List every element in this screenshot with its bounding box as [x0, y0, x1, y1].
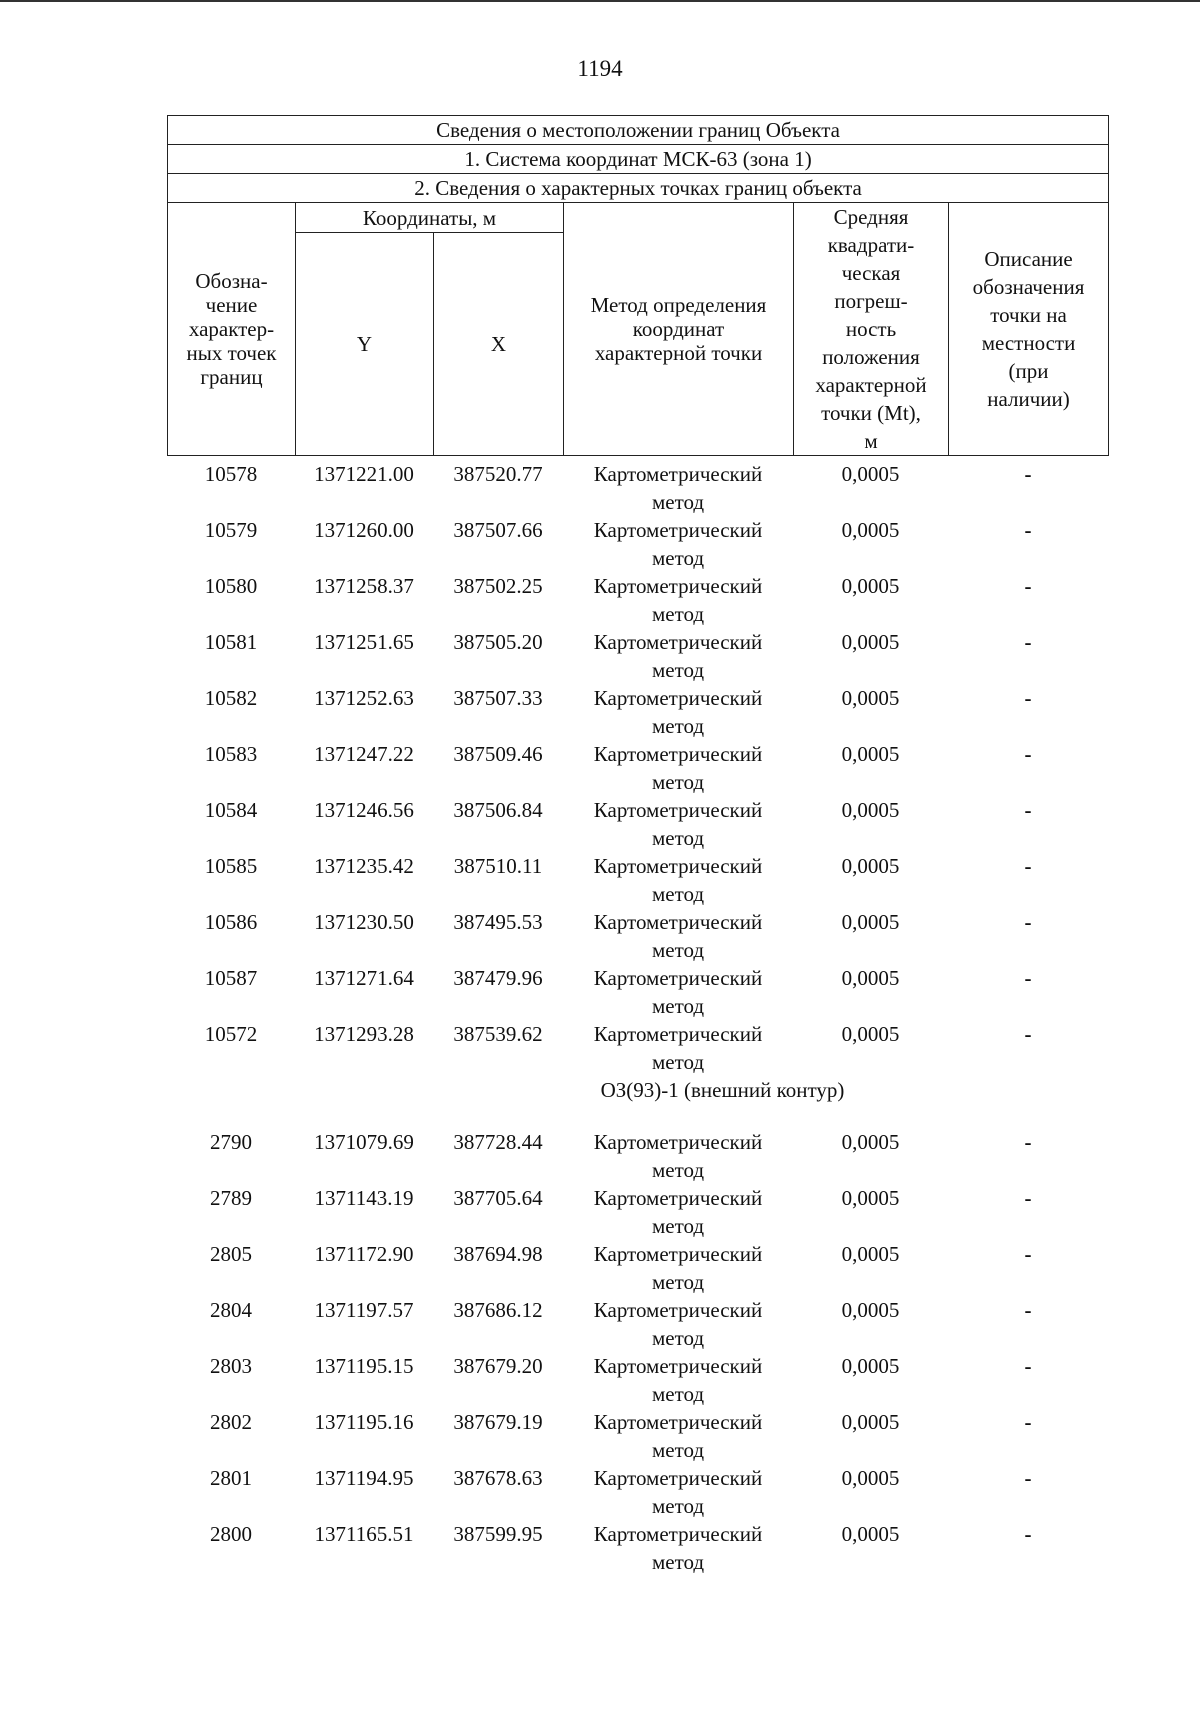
cell-error: 0,0005 [841, 854, 900, 878]
column-header-coordinates: Координаты, м [296, 203, 564, 233]
cell-description: - [1024, 1466, 1032, 1490]
cell-coord-x: 387505.20 [453, 630, 543, 654]
cell-coord-x: 387520.77 [453, 462, 543, 486]
cell-method: Картометрический метод [593, 518, 763, 570]
column-header-error: Средняя квадрати- ческая погреш- ность положения характерной точки (Mt), м [794, 203, 949, 456]
cell-description: - [1024, 686, 1032, 710]
cell-coord-x: 387495.53 [453, 910, 543, 934]
cell-coord-x: 387599.95 [453, 1522, 543, 1546]
cell-point-id: 10582 [204, 686, 258, 710]
cell-point-id: 10586 [204, 910, 258, 934]
cell-point-id: 2801 [210, 1466, 252, 1490]
cell-error: 0,0005 [841, 686, 900, 710]
cell-error: 0,0005 [841, 1186, 900, 1210]
cell-coord-y: 1371143.19 [314, 1186, 414, 1210]
cell-point-id: 2789 [210, 1186, 252, 1210]
cell-coord-x: 387686.12 [453, 1298, 543, 1322]
cell-error: 0,0005 [841, 1130, 900, 1154]
table-row [167, 572, 1108, 628]
column-header-y: Y [296, 233, 434, 456]
cell-method: Картометрический метод [593, 742, 763, 794]
cell-coord-y: 1371260.00 [314, 518, 414, 542]
points-group-main [167, 460, 1108, 1076]
cell-coord-y: 1371172.90 [314, 1242, 414, 1266]
cell-coord-y: 1371195.15 [314, 1354, 414, 1378]
column-header-description: Описание обозначения точки на местности (при наличии) [949, 203, 1109, 456]
cell-coord-y: 1371247.22 [314, 742, 414, 766]
cell-description: - [1024, 518, 1032, 542]
cell-description: - [1024, 798, 1032, 822]
cell-method: Картометрический метод [593, 966, 763, 1018]
cell-method: Картометрический метод [593, 798, 763, 850]
cell-coord-y: 1371165.51 [314, 1522, 414, 1546]
cell-coord-x: 387479.96 [453, 966, 543, 990]
cell-point-id: 10587 [204, 966, 258, 990]
cell-description: - [1024, 854, 1032, 878]
cell-error: 0,0005 [841, 518, 900, 542]
cell-point-id: 10578 [204, 462, 258, 486]
cell-method: Картометрический метод [593, 1130, 763, 1182]
table-row [167, 684, 1108, 740]
cell-coord-y: 1371221.00 [314, 462, 414, 486]
table-row [167, 908, 1108, 964]
cell-description: - [1024, 462, 1032, 486]
cell-error: 0,0005 [841, 1410, 900, 1434]
cell-method: Картометрический метод [593, 574, 763, 626]
cell-point-id: 10583 [204, 742, 258, 766]
table-row [167, 1296, 1108, 1352]
table-row [167, 1520, 1108, 1576]
cell-coord-x: 387728.44 [453, 1130, 543, 1154]
cell-error: 0,0005 [841, 966, 900, 990]
points-table [167, 460, 1108, 1576]
cell-coord-x: 387678.63 [453, 1466, 543, 1490]
cell-coord-y: 1371235.42 [314, 854, 414, 878]
table-title: Сведения о местоположении границ Объекта [168, 116, 1109, 145]
cell-error: 0,0005 [841, 910, 900, 934]
cell-description: - [1024, 1022, 1032, 1046]
cell-coord-x: 387509.46 [453, 742, 543, 766]
cell-coord-x: 387694.98 [453, 1242, 543, 1266]
cell-point-id: 10584 [204, 798, 258, 822]
table-row [167, 1352, 1108, 1408]
cell-description: - [1024, 742, 1032, 766]
cell-coord-x: 387539.62 [453, 1022, 543, 1046]
cell-coord-x: 387506.84 [453, 798, 543, 822]
cell-point-id: 10581 [204, 630, 258, 654]
cell-point-id: 2805 [210, 1242, 252, 1266]
table-row [167, 1184, 1108, 1240]
cell-coord-x: 387679.20 [453, 1354, 543, 1378]
cell-point-id: 2790 [210, 1130, 252, 1154]
cell-coord-y: 1371197.57 [314, 1298, 414, 1322]
cell-description: - [1024, 1130, 1032, 1154]
cell-coord-x: 387507.33 [453, 686, 543, 710]
cell-coord-x: 387510.11 [453, 854, 543, 878]
cell-point-id: 2803 [210, 1354, 252, 1378]
cell-method: Картометрический метод [593, 1298, 763, 1350]
cell-description: - [1024, 1242, 1032, 1266]
cell-description: - [1024, 1354, 1032, 1378]
cell-coord-y: 1371293.28 [314, 1022, 414, 1046]
table-row [167, 740, 1108, 796]
cell-point-id: 10580 [204, 574, 258, 598]
cell-coord-y: 1371246.56 [314, 798, 414, 822]
cell-coord-y: 1371258.37 [314, 574, 414, 598]
coordinate-system-title: 1. Система координат МСК-63 (зона 1) [168, 145, 1109, 174]
table-row [167, 1464, 1108, 1520]
cell-error: 0,0005 [841, 1522, 900, 1546]
cell-point-id: 10572 [204, 1022, 258, 1046]
cell-method: Картометрический метод [593, 1410, 763, 1462]
cell-error: 0,0005 [841, 1242, 900, 1266]
cell-method: Картометрический метод [593, 1466, 763, 1518]
cell-method: Картометрический метод [593, 910, 763, 962]
cell-error: 0,0005 [841, 630, 900, 654]
cell-coord-x: 387502.25 [453, 574, 543, 598]
table-row [167, 852, 1108, 908]
table-row [167, 964, 1108, 1020]
cell-error: 0,0005 [841, 574, 900, 598]
page-number: 1194 [577, 56, 623, 81]
points-group-contour [167, 1128, 1108, 1576]
cell-description: - [1024, 1522, 1032, 1546]
cell-error: 0,0005 [841, 742, 900, 766]
top-edge-rule [0, 0, 1200, 2]
cell-description: - [1024, 1298, 1032, 1322]
column-header-x: X [434, 233, 564, 456]
cell-description: - [1024, 574, 1032, 598]
cell-coord-x: 387679.19 [453, 1410, 543, 1434]
cell-method: Картометрический метод [593, 1522, 763, 1574]
table-row [167, 1240, 1108, 1296]
cell-error: 0,0005 [841, 1466, 900, 1490]
cell-error: 0,0005 [841, 1022, 900, 1046]
table-row [167, 796, 1108, 852]
cell-point-id: 10579 [204, 518, 258, 542]
table-row [167, 628, 1108, 684]
cell-point-id: 2800 [210, 1522, 252, 1546]
table-row [167, 1128, 1108, 1184]
cell-description: - [1024, 1410, 1032, 1434]
table-row [167, 460, 1108, 516]
cell-error: 0,0005 [841, 1354, 900, 1378]
table-row [167, 1020, 1108, 1076]
cell-description: - [1024, 1186, 1032, 1210]
cell-method: Картометрический метод [593, 1186, 763, 1238]
header-table [167, 115, 1109, 456]
cell-coord-y: 1371079.69 [314, 1130, 414, 1154]
cell-coord-x: 387705.64 [453, 1186, 543, 1210]
cell-coord-y: 1371195.16 [314, 1410, 414, 1434]
contour-label: ОЗ(93)-1 (внешний контур) [600, 1078, 845, 1102]
cell-error: 0,0005 [841, 462, 900, 486]
cell-point-id: 2804 [210, 1298, 252, 1322]
cell-method: Картометрический метод [593, 1354, 763, 1406]
cell-method: Картометрический метод [593, 1242, 763, 1294]
cell-method: Картометрический метод [593, 630, 763, 682]
cell-description: - [1024, 910, 1032, 934]
cell-coord-y: 1371194.95 [314, 1466, 414, 1490]
cell-method: Картометрический метод [593, 462, 763, 514]
cell-coord-y: 1371252.63 [314, 686, 414, 710]
table-row [167, 1408, 1108, 1464]
cell-method: Картометрический метод [593, 1022, 763, 1074]
column-header-point: Обозна- чение характер- ных точек границ [168, 203, 296, 456]
cell-method: Картометрический метод [593, 686, 763, 738]
cell-point-id: 10585 [204, 854, 258, 878]
cell-description: - [1024, 630, 1032, 654]
cell-coord-y: 1371251.65 [314, 630, 414, 654]
cell-coord-y: 1371271.64 [314, 966, 414, 990]
cell-description: - [1024, 966, 1032, 990]
cell-error: 0,0005 [841, 1298, 900, 1322]
section-title: 2. Сведения о характерных точках границ объекта [168, 174, 1109, 203]
cell-method: Картометрический метод [593, 854, 763, 906]
table-row [167, 516, 1108, 572]
column-header-method: Метод определения координат характерной точки [564, 203, 794, 456]
cell-coord-x: 387507.66 [453, 518, 543, 542]
cell-error: 0,0005 [841, 798, 900, 822]
cell-point-id: 2802 [210, 1410, 252, 1434]
cell-coord-y: 1371230.50 [314, 910, 414, 934]
